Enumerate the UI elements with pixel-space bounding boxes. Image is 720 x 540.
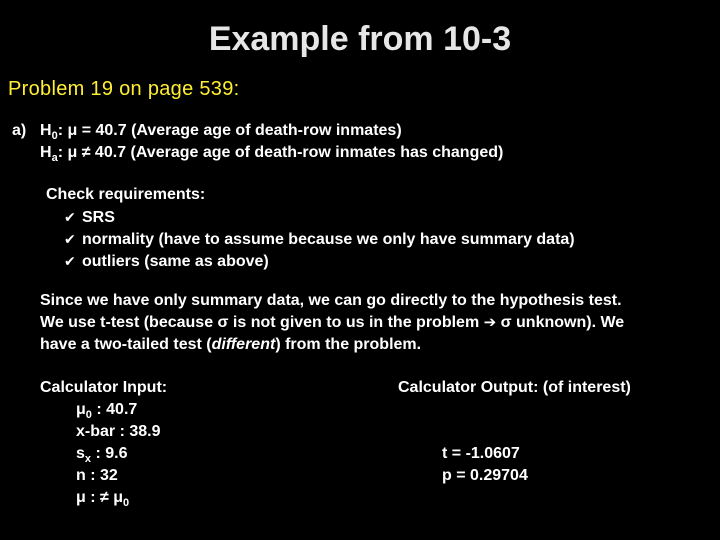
mu0-subscript: 0 <box>85 409 92 422</box>
part-a-label: a) <box>12 122 27 139</box>
problem-reference: Problem 19 on page 539: <box>8 78 240 100</box>
explanation-line <box>40 334 720 356</box>
null-hypothesis <box>40 120 402 142</box>
slide-title: Example from 10-3 <box>208 20 512 58</box>
check-icon: ✔ <box>64 253 76 269</box>
h0-text: : μ = 40.7 (Average age of death-row inmates) <box>57 122 402 139</box>
arrow-right-icon: ➔ <box>483 314 497 331</box>
requirements-title: Check requirements: <box>46 186 206 203</box>
input-sx <box>76 443 128 465</box>
calculator-output-title: Calculator Output: (of interest) <box>398 379 631 396</box>
input-xbar: x-bar : 38.9 <box>76 423 161 440</box>
requirement-text: SRS <box>82 209 115 226</box>
mu-alt-subscript: 0 <box>123 497 130 510</box>
ha-text: : μ ≠ 40.7 (Average age of death-row inmates has changed) <box>57 144 504 161</box>
calculator-input-title: Calculator Input: <box>40 379 168 396</box>
mu0-value: : 40.7 <box>91 401 138 418</box>
explanation-text: have a two-tailed test ( <box>40 336 212 353</box>
sx-symbol: s <box>76 445 85 462</box>
mu-alt-text: μ : ≠ μ <box>76 489 124 506</box>
h0-symbol: H <box>40 122 52 139</box>
mu-symbol: μ <box>76 401 86 418</box>
requirement-item <box>64 250 269 273</box>
check-icon: ✔ <box>64 231 76 247</box>
h0-subscript: 0 <box>51 130 58 143</box>
ha-symbol: H <box>40 144 52 161</box>
output-p-value: p = 0.29704 <box>442 467 528 484</box>
sx-subscript: x <box>84 453 92 466</box>
explanation-paragraph <box>40 290 720 356</box>
sx-value: : 9.6 <box>91 445 128 462</box>
explanation-line <box>40 312 720 334</box>
requirement-text: normality (have to assume because we only have summary data) <box>82 231 575 248</box>
ha-subscript: a <box>51 152 58 165</box>
requirement-item <box>64 206 115 229</box>
explanation-text: We use t-test (because σ is not given to us in the problem <box>40 314 484 331</box>
explanation-text: ) from the problem. <box>275 336 422 353</box>
explanation-line: Since we have only summary data, we can go directly to the hypothesis test. <box>40 292 622 309</box>
input-mu0 <box>76 399 137 421</box>
check-icon: ✔ <box>64 209 76 225</box>
output-t-statistic: t = -1.0607 <box>442 445 520 462</box>
requirement-item <box>64 228 575 251</box>
requirement-text: outliers (same as above) <box>82 253 269 270</box>
input-mu-alternative <box>76 487 129 509</box>
alternative-hypothesis <box>40 142 503 164</box>
explanation-text: σ unknown). We <box>496 314 625 331</box>
emphasis-text: different <box>211 336 276 353</box>
input-n: n : 32 <box>76 467 118 484</box>
